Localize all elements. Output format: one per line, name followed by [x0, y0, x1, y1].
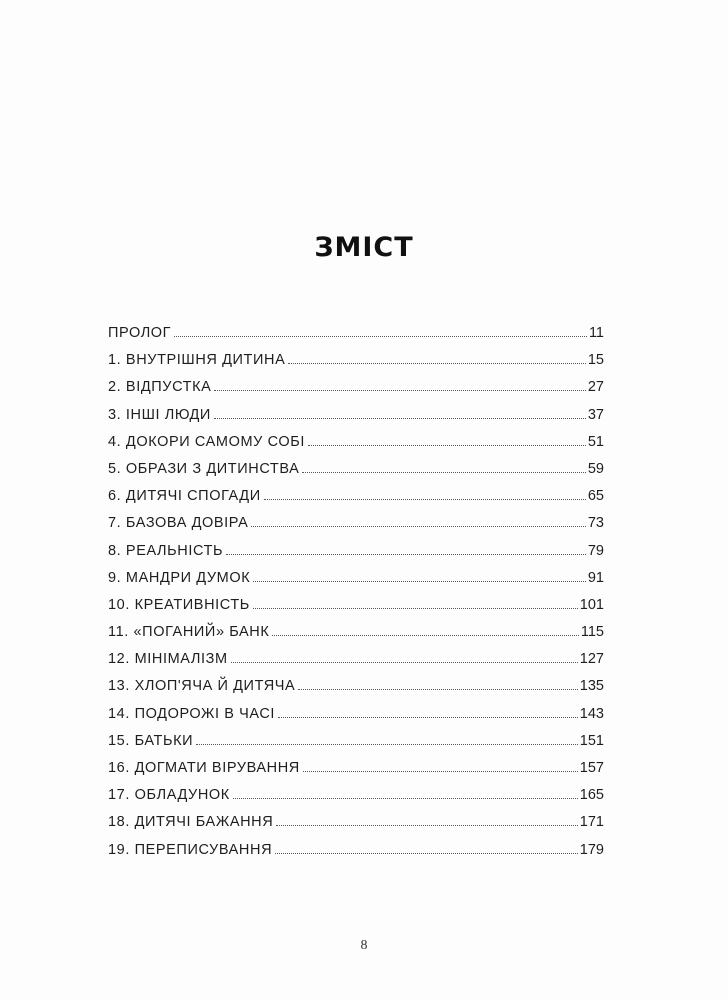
toc-entry-label: 16. ДОГМАТИ ВІРУВАННЯ: [108, 760, 300, 776]
toc-entry: [108, 461, 604, 488]
dot-leader: [233, 798, 578, 799]
toc-entry-label: 4. ДОКОРИ САМОМУ СОБІ: [108, 433, 305, 450]
toc-entry: [108, 733, 604, 760]
toc-entry: [108, 325, 604, 352]
toc-entry-page: 27: [587, 379, 604, 396]
toc-entry-page: 37: [587, 406, 604, 423]
toc-entry-label: 19. ПЕРЕПИСУВАННЯ: [108, 841, 273, 858]
toc-entry-page: 115: [580, 624, 604, 641]
dot-leader: [302, 472, 585, 473]
toc-entry-page: 157: [579, 760, 604, 776]
toc-entry-page: 101: [579, 596, 604, 613]
toc-entry-page: 15: [587, 352, 604, 369]
toc-entry: [108, 597, 604, 624]
toc-entry-label: 8. РЕАЛЬНІСТЬ: [108, 542, 224, 559]
toc-entry-label: 9. МАНДРИ ДУМОК: [108, 569, 251, 586]
table-of-contents: [108, 325, 604, 869]
dot-leader: [278, 717, 578, 718]
page-number: 8: [360, 938, 368, 953]
dot-leader: [264, 499, 586, 500]
toc-entry: [108, 407, 604, 434]
toc-entry-page: 165: [579, 787, 604, 804]
toc-entry-page: 151: [579, 732, 604, 749]
toc-entry-label: 2. ВІДПУСТКА: [108, 379, 212, 396]
toc-entry-page: 11: [588, 325, 604, 341]
toc-entry-label: 7. БАЗОВА ДОВІРА: [108, 515, 249, 532]
toc-entry-page: 91: [587, 569, 604, 586]
toc-entry: [108, 570, 604, 597]
dot-leader: [251, 526, 585, 527]
toc-entry: [108, 543, 604, 570]
toc-entry-page: 143: [579, 705, 604, 722]
toc-entry-label: 6. ДИТЯЧІ СПОГАДИ: [108, 488, 261, 505]
toc-entry-label: 5. ОБРАЗИ З ДИТИНСТВА: [108, 460, 300, 477]
dot-leader: [288, 363, 586, 364]
toc-entry-page: 73: [587, 515, 604, 532]
toc-entry-page: 127: [579, 651, 604, 668]
toc-entry: [108, 842, 604, 869]
dot-leader: [276, 825, 577, 826]
dot-leader: [298, 689, 577, 690]
toc-entry-label: 11. «ПОГАНИЙ» БАНК: [108, 624, 270, 641]
dot-leader: [214, 418, 586, 419]
dot-leader: [303, 771, 578, 772]
toc-entry: [108, 678, 604, 705]
toc-entry-page: 179: [579, 841, 604, 858]
toc-entry: [108, 379, 604, 406]
toc-entry: [108, 651, 604, 678]
toc-entry-label: 10. КРЕАТИВНІСТЬ: [108, 596, 250, 613]
dot-leader: [196, 744, 578, 745]
toc-entry: [108, 515, 604, 542]
toc-entry-label: 13. ХЛОП'ЯЧА Й ДИТЯЧА: [108, 678, 296, 695]
toc-entry-page: 135: [579, 678, 604, 695]
toc-entry-page: 171: [579, 814, 604, 831]
dot-leader: [272, 635, 578, 636]
toc-entry-label: 15. БАТЬКИ: [108, 732, 194, 749]
toc-entry-page: 51: [587, 433, 604, 450]
dot-leader: [214, 390, 585, 391]
toc-entry-label: 14. ПОДОРОЖІ В ЧАСІ: [108, 705, 276, 722]
toc-entry-label: 1. ВНУТРІШНЯ ДИТИНА: [108, 352, 286, 369]
dot-leader: [275, 853, 578, 854]
toc-entry: [108, 488, 604, 515]
toc-entry-label: ПРОЛОГ: [108, 325, 172, 341]
toc-entry-label: 3. ІНШІ ЛЮДИ: [108, 406, 211, 423]
toc-entry-page: 79: [587, 542, 604, 559]
dot-leader: [253, 608, 578, 609]
toc-entry-label: 12. МІНІМАЛІЗМ: [108, 651, 228, 668]
toc-entry: [108, 352, 604, 379]
toc-entry: [108, 760, 604, 787]
dot-leader: [253, 581, 586, 582]
toc-entry: [108, 814, 604, 841]
page-title: ЗМІСТ: [314, 232, 414, 263]
dot-leader: [308, 445, 586, 446]
dot-leader: [174, 336, 587, 337]
toc-entry: [108, 624, 604, 651]
dot-leader: [226, 554, 586, 555]
toc-entry: [108, 434, 604, 461]
toc-entry: [108, 706, 604, 733]
toc-entry: [108, 787, 604, 814]
toc-entry-page: 59: [587, 460, 604, 477]
toc-entry-label: 18. ДИТЯЧІ БАЖАННЯ: [108, 814, 274, 831]
dot-leader: [231, 662, 578, 663]
toc-entry-page: 65: [587, 488, 604, 505]
toc-entry-label: 17. ОБЛАДУНОК: [108, 787, 230, 804]
